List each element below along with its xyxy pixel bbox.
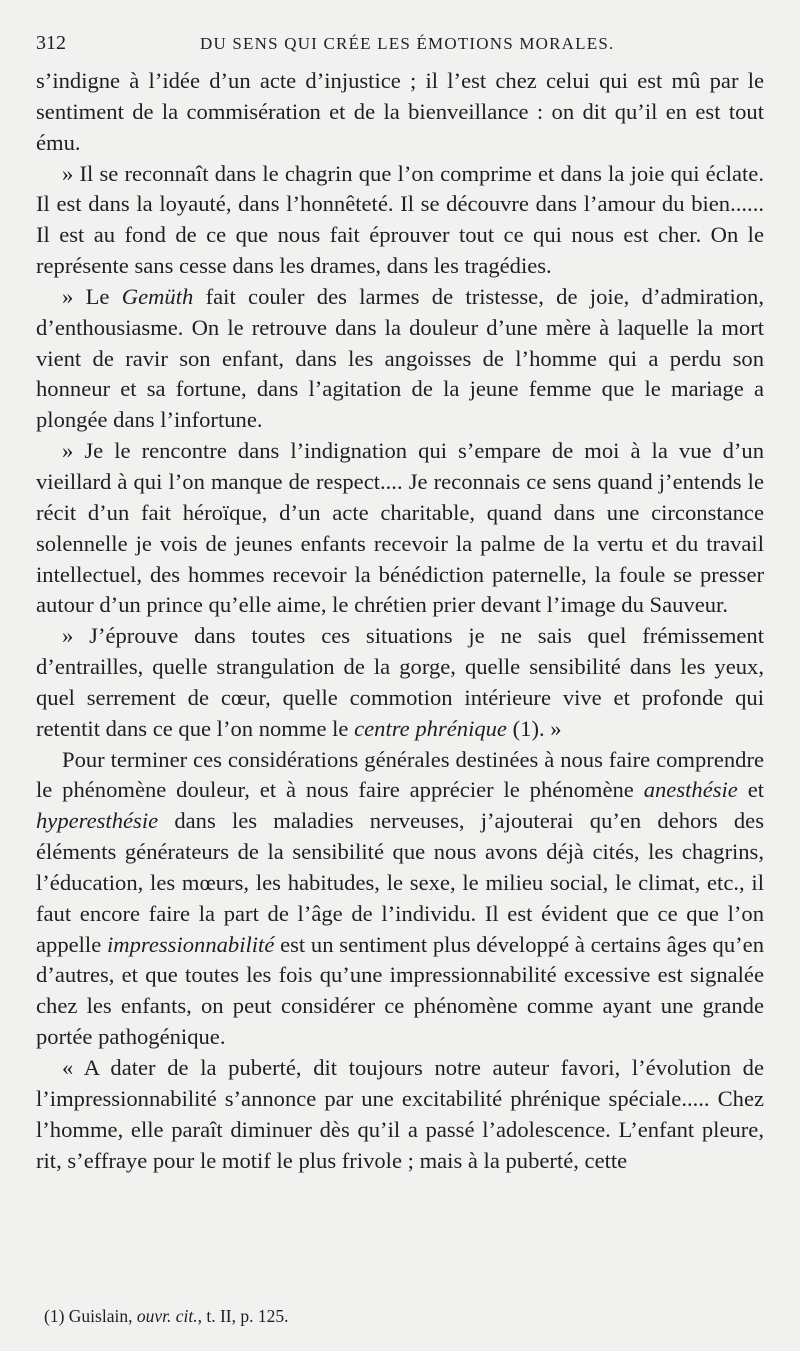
paragraph-6-emphasis-3: impressionnabilité: [106, 931, 275, 957]
paragraph-6-text-d: est un sentiment plus développé à certains âges qu’en d’autres, et que toutes les fois qu’une impressionnabilité excessive est signalée chez les enfants, on peut considérer ce phénomène comme ayant une grande portée pathogénique.: [36, 931, 764, 1050]
paragraph-6-text-c: dans les maladies nerveuses, j’ajouterai qu’en dehors des éléments générateurs de la sensibilité que nous avons déjà cités, les chagrins, l’éducation, les mœurs, les habitudes, le sexe, le milieu social, le climat, etc., il faut encore faire la part de l’âge de l’individu. Il est évident que ce que l’on appelle: [36, 808, 764, 957]
footnote: [44, 1306, 289, 1327]
paragraph-6: [36, 745, 764, 1053]
footnote-text-b: , t. II, p. 125.: [197, 1306, 289, 1326]
paragraph-5: [36, 621, 764, 744]
paragraph-3-text-a: » Le: [62, 283, 122, 309]
paragraph-1: s’indigne à l’idée d’un acte d’injustice ; il l’est chez celui qui est mû par le sentiment de la commisération et de la bienveillance : on dit qu’il en est tout ému.: [36, 68, 764, 155]
paragraph-6-text-a: Pour terminer ces considérations générales destinées à nous faire comprendre le phénomène douleur, et à nous faire apprécier le phénomène: [36, 746, 764, 803]
paragraph-6-emphasis-1: anesthésie: [643, 777, 738, 803]
footnote-text-a: (1) Guislain,: [44, 1306, 137, 1326]
page-header: [36, 32, 764, 60]
paragraph-6-text-b: et: [737, 777, 764, 803]
paragraph-6-emphasis-2: hyperesthésie: [36, 808, 159, 834]
paragraph-5-text-b: (1). »: [506, 715, 562, 741]
paragraph-3: [36, 282, 764, 436]
paragraph-2: » Il se reconnaît dans le chagrin que l’on comprime et dans la joie qui éclate. Il est dans la loyauté, dans l’honnêteté. Il se découvre dans l’amour du bien...... Il est au fond de ce que nous fait éprouver tout ce qui nous est cher. On le représente sans cesse dans les drames, dans les tragédies.: [36, 160, 764, 279]
paragraph-5-text-a: » J’éprouve dans toutes ces situations je ne sais quel frémissement d’entrailles, quelle strangulation de la gorge, quelle sensibilité dans les yeux, quel serrement de cœur, quelle commotion intérieure vive et profonde qui retentit dans ce que l’on nomme le: [36, 623, 764, 741]
running-title: DU SENS QUI CRÉE LES ÉMOTIONS MORALES.: [200, 34, 615, 53]
paragraph-3-emphasis: Gemüth: [121, 283, 194, 309]
paragraph-3-text-b: fait couler des larmes de tristesse, de joie, d’admiration, d’enthousiasme. On le retrouve dans la douleur d’une mère à laquelle la mort vient de ravir son enfant, dans les angoisses de l’homme qui a perdu son honneur et sa fortune, dans l’agitation de la jeune femme que le mariage a plongée dans l’infortune.: [36, 283, 764, 433]
body-text: [36, 66, 764, 1176]
paragraph-4: » Je le rencontre dans l’indignation qui s’empare de moi à la vue d’un vieillard à qui l’on manque de respect.... Je reconnais ce sens quand j’entends le récit d’un fait héroïque, d’un acte charitable, quand dans une circonstance solennelle je vois de jeunes enfants recevoir la palme de la vertu et du travail intellectuel, des hommes recevoir la bénédiction paternelle, la foule se presser autour d’un prince qu’elle aime, le chrétien prier devant l’image du Sauveur.: [36, 438, 764, 618]
paragraph-5-emphasis: centre phrénique: [354, 715, 507, 741]
paragraph-7: « A dater de la puberté, dit toujours notre auteur favori, l’évolution de l’impressionnabilité s’annonce par une excitabilité phrénique spéciale..... Chez l’homme, elle paraît diminuer dès qu’il a passé l’adolescence. L’enfant pleure, rit, s’effraye pour le motif le plus frivole ; mais à la puberté, cette: [36, 1055, 764, 1173]
footnote-emphasis: ouvr. cit.: [136, 1306, 198, 1326]
page-number: 312: [36, 32, 66, 54]
